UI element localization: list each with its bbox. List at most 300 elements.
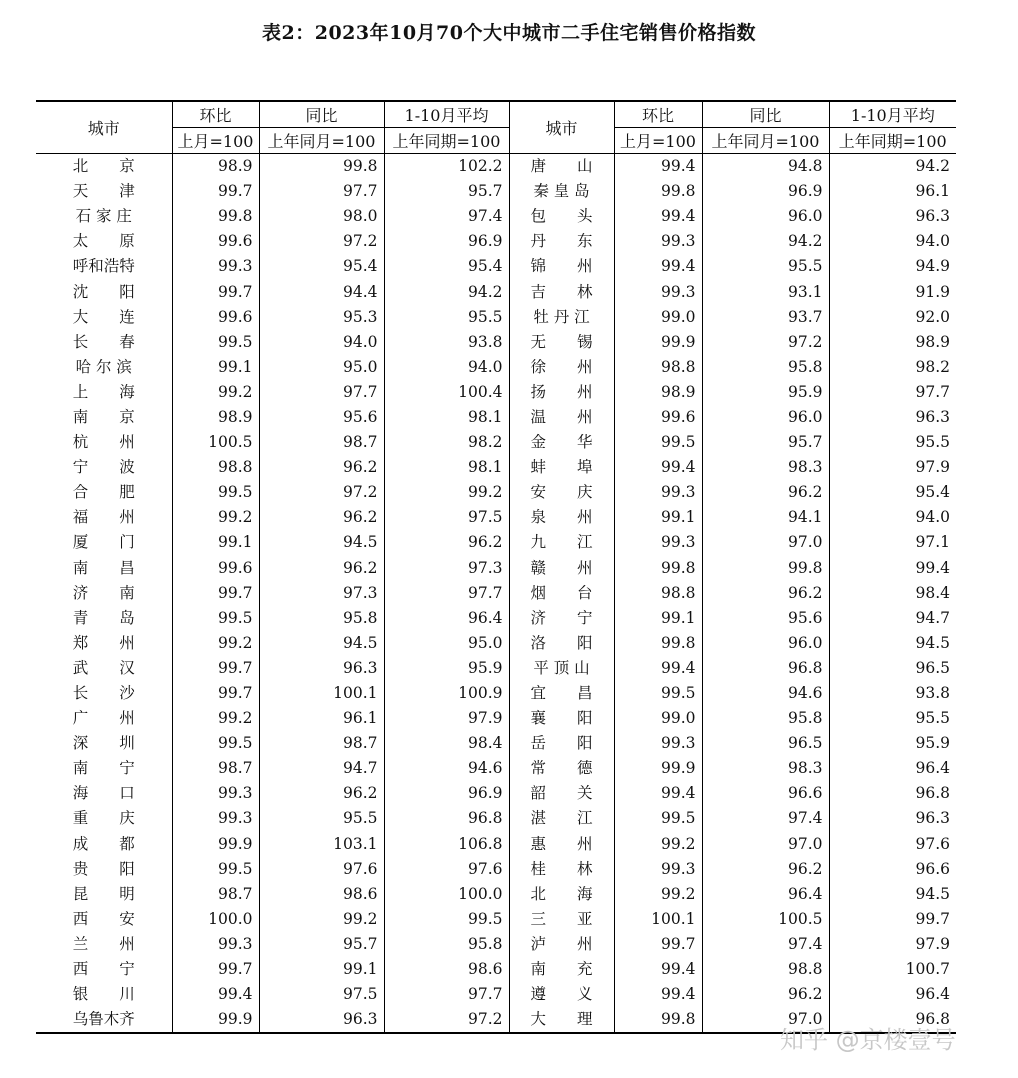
mom-value-left: 99.6 [172,556,259,581]
mom-value-right: 99.3 [614,857,702,882]
table-row [36,957,956,982]
mom-value-right: 99.3 [614,530,702,555]
avg-value-right: 94.2 [829,154,956,180]
mom-value-left: 99.5 [172,330,259,355]
avg-value-right: 95.9 [829,731,956,756]
mom-value-right: 99.1 [614,505,702,530]
avg-value-right: 99.4 [829,556,956,581]
yoy-value-left: 97.3 [259,581,384,606]
city-left: 大 连 [72,307,135,326]
city-right: 秦 皇 岛 [509,179,614,204]
yoy-value-left: 97.7 [259,380,384,405]
mom-value-right: 99.2 [614,832,702,857]
avg-value-left: 96.9 [384,781,509,806]
table-row [36,631,956,656]
yoy-value-right: 95.9 [702,380,829,405]
table-row [36,706,956,731]
mom-value-right: 99.3 [614,229,702,254]
city-left: 哈 尔 滨 [75,357,132,376]
yoy-value-right: 93.7 [702,305,829,330]
city-right: 包 头 [509,204,614,229]
table-row [36,330,956,355]
city-right: 济 宁 [509,606,614,631]
mom-value-left: 99.9 [172,832,259,857]
mom-value-right: 99.2 [614,882,702,907]
avg-value-left: 95.0 [384,631,509,656]
yoy-value-right: 100.5 [702,907,829,932]
table-body [36,154,956,1034]
city-right: 泸 州 [509,932,614,957]
avg-value-right: 97.6 [829,832,956,857]
avg-value-left: 97.7 [384,581,509,606]
city-right: 唐 山 [509,154,614,180]
table-row [36,656,956,681]
city-right: 徐 州 [509,355,614,380]
mom-value-right: 99.9 [614,756,702,781]
avg-value-right: 97.9 [829,455,956,480]
mom-value-right: 99.3 [614,480,702,505]
mom-value-left: 99.2 [172,631,259,656]
avg-value-left: 98.2 [384,430,509,455]
mom-value-right: 99.4 [614,455,702,480]
city-left: 沈 阳 [72,282,135,301]
yoy-value-right: 96.4 [702,882,829,907]
city-left: 上 海 [72,382,135,401]
city-right: 襄 阳 [509,706,614,731]
table-row [36,781,956,806]
avg-value-right: 96.8 [829,1007,956,1033]
city-left: 海 口 [72,784,135,803]
city-right: 南 充 [509,957,614,982]
city-left: 南 京 [72,407,135,426]
table-row [36,731,956,756]
city-right: 丹 东 [509,229,614,254]
city-right: 常 德 [509,756,614,781]
city-right: 岳 阳 [509,731,614,756]
city-right: 九 江 [509,530,614,555]
city-left: 西 安 [72,909,135,928]
yoy-value-left: 94.4 [259,279,384,304]
table-row [36,681,956,706]
table-row [36,932,956,957]
table-row [36,606,956,631]
avg-value-left: 93.8 [384,330,509,355]
city-right: 锦 州 [509,254,614,279]
mom-value-right: 99.4 [614,982,702,1007]
yoy-value-left: 94.5 [259,530,384,555]
yoy-value-left: 100.1 [259,681,384,706]
yoy-value-left: 98.0 [259,204,384,229]
mom-value-left: 99.7 [172,279,259,304]
table-row [36,832,956,857]
yoy-value-right: 94.8 [702,154,829,180]
city-right: 吉 林 [509,279,614,304]
city-right: 遵 义 [509,982,614,1007]
mom-value-left: 98.9 [172,154,259,180]
yoy-header-right: 同比 [702,101,829,128]
yoy-value-right: 98.3 [702,455,829,480]
city-right: 赣 州 [509,556,614,581]
table-row [36,204,956,229]
mom-value-left: 99.2 [172,505,259,530]
avg-value-right: 98.2 [829,355,956,380]
city-right: 泉 州 [509,505,614,530]
yoy-value-right: 95.6 [702,606,829,631]
avg-value-right: 94.9 [829,254,956,279]
mom-base-right: 上月=100 [614,128,702,154]
mom-value-left: 100.5 [172,430,259,455]
mom-value-left: 99.2 [172,380,259,405]
yoy-value-left: 95.5 [259,806,384,831]
yoy-header-left: 同比 [259,101,384,128]
avg-value-right: 98.9 [829,330,956,355]
mom-value-left: 99.7 [172,179,259,204]
mom-value-left: 99.1 [172,355,259,380]
city-left: 银 川 [72,985,135,1004]
mom-value-left: 99.7 [172,656,259,681]
city-left: 杭 州 [72,433,135,452]
city-right: 安 庆 [509,480,614,505]
avg-value-left: 106.8 [384,832,509,857]
avg-value-right: 96.3 [829,204,956,229]
avg-value-right: 98.4 [829,581,956,606]
mom-value-left: 99.5 [172,606,259,631]
avg-header-right: 1-10月平均 [829,101,956,128]
city-left: 南 宁 [72,759,135,778]
city-left: 呼和浩特 [72,257,135,276]
yoy-value-right: 95.5 [702,254,829,279]
mom-value-right: 99.5 [614,681,702,706]
avg-value-right: 94.5 [829,631,956,656]
mom-value-right: 99.0 [614,305,702,330]
watermark: 知乎 @京楼壹号 [780,1026,956,1054]
avg-value-left: 97.4 [384,204,509,229]
yoy-value-right: 94.6 [702,681,829,706]
yoy-value-left: 96.3 [259,656,384,681]
avg-value-left: 100.4 [384,380,509,405]
mom-value-left: 100.0 [172,907,259,932]
table-row [36,154,956,180]
city-left: 宁 波 [72,458,135,477]
yoy-value-left: 96.2 [259,556,384,581]
avg-value-left: 102.2 [384,154,509,180]
yoy-value-right: 96.2 [702,581,829,606]
mom-value-right: 99.6 [614,405,702,430]
avg-value-right: 91.9 [829,279,956,304]
yoy-value-right: 95.8 [702,355,829,380]
mom-value-left: 99.7 [172,957,259,982]
avg-value-right: 96.5 [829,656,956,681]
mom-value-left: 99.6 [172,229,259,254]
mom-value-left: 99.2 [172,706,259,731]
city-left: 成 都 [72,834,135,853]
avg-value-right: 97.9 [829,932,956,957]
mom-value-right: 99.4 [614,781,702,806]
mom-value-right: 99.4 [614,957,702,982]
city-left: 兰 州 [72,934,135,953]
avg-value-left: 97.2 [384,1007,509,1033]
avg-value-left: 96.4 [384,606,509,631]
table-row [36,254,956,279]
mom-value-right: 98.8 [614,355,702,380]
mom-value-left: 99.9 [172,1007,259,1033]
mom-value-left: 99.5 [172,480,259,505]
table-row [36,907,956,932]
yoy-value-right: 96.5 [702,731,829,756]
table-row [36,982,956,1007]
yoy-value-right: 96.0 [702,204,829,229]
mom-value-right: 100.1 [614,907,702,932]
avg-value-left: 97.7 [384,982,509,1007]
city-left: 重 庆 [72,809,135,828]
yoy-value-right: 96.9 [702,179,829,204]
mom-value-right: 99.8 [614,1007,702,1033]
mom-value-left: 99.6 [172,305,259,330]
city-right: 扬 州 [509,380,614,405]
yoy-value-left: 96.1 [259,706,384,731]
avg-value-right: 96.4 [829,756,956,781]
city-left: 石 家 庄 [75,207,132,226]
avg-value-left: 94.2 [384,279,509,304]
mom-value-right: 99.4 [614,254,702,279]
avg-value-left: 98.1 [384,405,509,430]
table-row [36,556,956,581]
table-row [36,530,956,555]
yoy-value-left: 96.2 [259,505,384,530]
avg-value-right: 94.5 [829,882,956,907]
avg-value-left: 95.5 [384,305,509,330]
city-left: 深 圳 [72,734,135,753]
yoy-value-left: 97.2 [259,480,384,505]
table-row [36,430,956,455]
avg-value-left: 98.4 [384,731,509,756]
table-row [36,305,956,330]
avg-value-left: 100.0 [384,882,509,907]
mom-value-left: 98.8 [172,455,259,480]
avg-value-left: 95.8 [384,932,509,957]
mom-value-right: 98.8 [614,581,702,606]
mom-value-left: 99.1 [172,530,259,555]
table-row [36,882,956,907]
city-right: 北 海 [509,882,614,907]
mom-value-right: 99.4 [614,656,702,681]
city-column-header-right: 城市 [509,101,614,154]
city-left: 厦 门 [72,533,135,552]
city-right: 湛 江 [509,806,614,831]
table-row [36,480,956,505]
yoy-value-right: 99.8 [702,556,829,581]
table-row [36,455,956,480]
yoy-value-left: 95.7 [259,932,384,957]
avg-value-right: 96.8 [829,781,956,806]
avg-value-left: 97.9 [384,706,509,731]
mom-value-left: 99.5 [172,857,259,882]
yoy-value-left: 96.2 [259,781,384,806]
yoy-value-right: 96.2 [702,480,829,505]
avg-value-left: 97.6 [384,857,509,882]
yoy-value-right: 96.2 [702,982,829,1007]
yoy-value-left: 95.6 [259,405,384,430]
mom-value-left: 99.5 [172,731,259,756]
yoy-value-right: 97.0 [702,1007,829,1033]
yoy-value-right: 93.1 [702,279,829,304]
avg-value-right: 94.0 [829,229,956,254]
avg-value-right: 96.3 [829,806,956,831]
mom-value-right: 99.9 [614,330,702,355]
city-right: 平 顶 山 [509,656,614,681]
yoy-value-right: 95.7 [702,430,829,455]
table-row [36,581,956,606]
table-row [36,857,956,882]
table-row [36,229,956,254]
yoy-value-right: 96.2 [702,857,829,882]
city-left: 贵 阳 [72,859,135,878]
city-right: 大 理 [509,1007,614,1033]
avg-value-left: 94.6 [384,756,509,781]
avg-value-right: 95.5 [829,430,956,455]
mom-value-left: 99.7 [172,681,259,706]
mom-value-left: 99.3 [172,806,259,831]
city-left: 太 原 [72,232,135,251]
avg-value-right: 93.8 [829,681,956,706]
city-right: 桂 林 [509,857,614,882]
city-right: 洛 阳 [509,631,614,656]
city-left: 乌鲁木齐 [72,1010,135,1029]
avg-value-right: 97.1 [829,530,956,555]
mom-value-left: 99.3 [172,254,259,279]
city-left: 济 南 [72,583,135,602]
yoy-value-left: 95.0 [259,355,384,380]
yoy-value-left: 97.2 [259,229,384,254]
yoy-value-left: 95.3 [259,305,384,330]
avg-header-left: 1-10月平均 [384,101,509,128]
mom-header-right: 环比 [614,101,702,128]
city-right: 温 州 [509,405,614,430]
city-left: 福 州 [72,508,135,527]
mom-value-left: 98.7 [172,756,259,781]
yoy-value-left: 99.8 [259,154,384,180]
mom-base-left: 上月=100 [172,128,259,154]
mom-value-left: 98.7 [172,882,259,907]
yoy-value-right: 97.4 [702,806,829,831]
city-right: 三 亚 [509,907,614,932]
mom-value-right: 99.4 [614,204,702,229]
avg-value-left: 98.6 [384,957,509,982]
yoy-base-right: 上年同月=100 [702,128,829,154]
mom-header-left: 环比 [172,101,259,128]
city-left: 青 岛 [72,608,135,627]
avg-value-left: 95.4 [384,254,509,279]
yoy-value-left: 94.7 [259,756,384,781]
yoy-value-right: 94.1 [702,505,829,530]
city-right: 金 华 [509,430,614,455]
table-row [36,380,956,405]
avg-value-left: 94.0 [384,355,509,380]
yoy-value-right: 94.2 [702,229,829,254]
yoy-value-left: 96.3 [259,1007,384,1033]
avg-value-right: 99.7 [829,907,956,932]
yoy-value-left: 97.5 [259,982,384,1007]
city-left: 武 汉 [72,658,135,677]
yoy-value-left: 99.1 [259,957,384,982]
avg-value-right: 92.0 [829,305,956,330]
city-left: 南 昌 [72,558,135,577]
avg-value-left: 96.9 [384,229,509,254]
avg-value-left: 97.5 [384,505,509,530]
mom-value-right: 99.8 [614,556,702,581]
table-row [36,806,956,831]
city-left: 昆 明 [72,884,135,903]
city-left: 广 州 [72,709,135,728]
avg-value-left: 97.3 [384,556,509,581]
yoy-value-right: 96.8 [702,656,829,681]
table-row [36,279,956,304]
avg-value-left: 95.9 [384,656,509,681]
mom-value-left: 99.4 [172,982,259,1007]
yoy-value-left: 96.2 [259,455,384,480]
city-left: 合 肥 [72,483,135,502]
avg-value-right: 95.5 [829,706,956,731]
avg-value-left: 99.2 [384,480,509,505]
mom-value-right: 99.5 [614,806,702,831]
table-row [36,505,956,530]
yoy-value-left: 98.7 [259,430,384,455]
avg-value-right: 94.7 [829,606,956,631]
mom-value-left: 99.3 [172,781,259,806]
yoy-base-left: 上年同月=100 [259,128,384,154]
avg-value-right: 96.4 [829,982,956,1007]
yoy-value-right: 96.0 [702,631,829,656]
yoy-value-left: 95.4 [259,254,384,279]
mom-value-left: 99.3 [172,932,259,957]
table-row [36,405,956,430]
city-left: 长 沙 [72,684,135,703]
avg-value-left: 98.1 [384,455,509,480]
mom-value-right: 99.7 [614,932,702,957]
yoy-value-right: 96.0 [702,405,829,430]
city-right: 无 锡 [509,330,614,355]
city-right: 牡 丹 江 [509,305,614,330]
mom-value-right: 99.3 [614,731,702,756]
avg-value-right: 96.6 [829,857,956,882]
avg-value-left: 99.5 [384,907,509,932]
city-left: 西 宁 [72,960,135,979]
avg-value-right: 96.1 [829,179,956,204]
yoy-value-right: 95.8 [702,706,829,731]
yoy-value-right: 98.3 [702,756,829,781]
table-row [36,756,956,781]
avg-value-left: 96.2 [384,530,509,555]
yoy-value-right: 96.6 [702,781,829,806]
yoy-value-right: 97.0 [702,832,829,857]
yoy-value-left: 95.8 [259,606,384,631]
mom-value-left: 99.7 [172,581,259,606]
mom-value-right: 99.0 [614,706,702,731]
city-left: 北 京 [72,157,135,176]
city-right: 蚌 埠 [509,455,614,480]
yoy-value-right: 97.2 [702,330,829,355]
yoy-value-left: 97.6 [259,857,384,882]
mom-value-right: 99.4 [614,154,702,180]
mom-value-right: 99.5 [614,430,702,455]
yoy-value-right: 97.4 [702,932,829,957]
avg-value-right: 96.3 [829,405,956,430]
mom-value-left: 99.8 [172,204,259,229]
yoy-value-left: 97.7 [259,179,384,204]
city-right: 韶 关 [509,781,614,806]
mom-value-right: 99.1 [614,606,702,631]
yoy-value-left: 94.5 [259,631,384,656]
